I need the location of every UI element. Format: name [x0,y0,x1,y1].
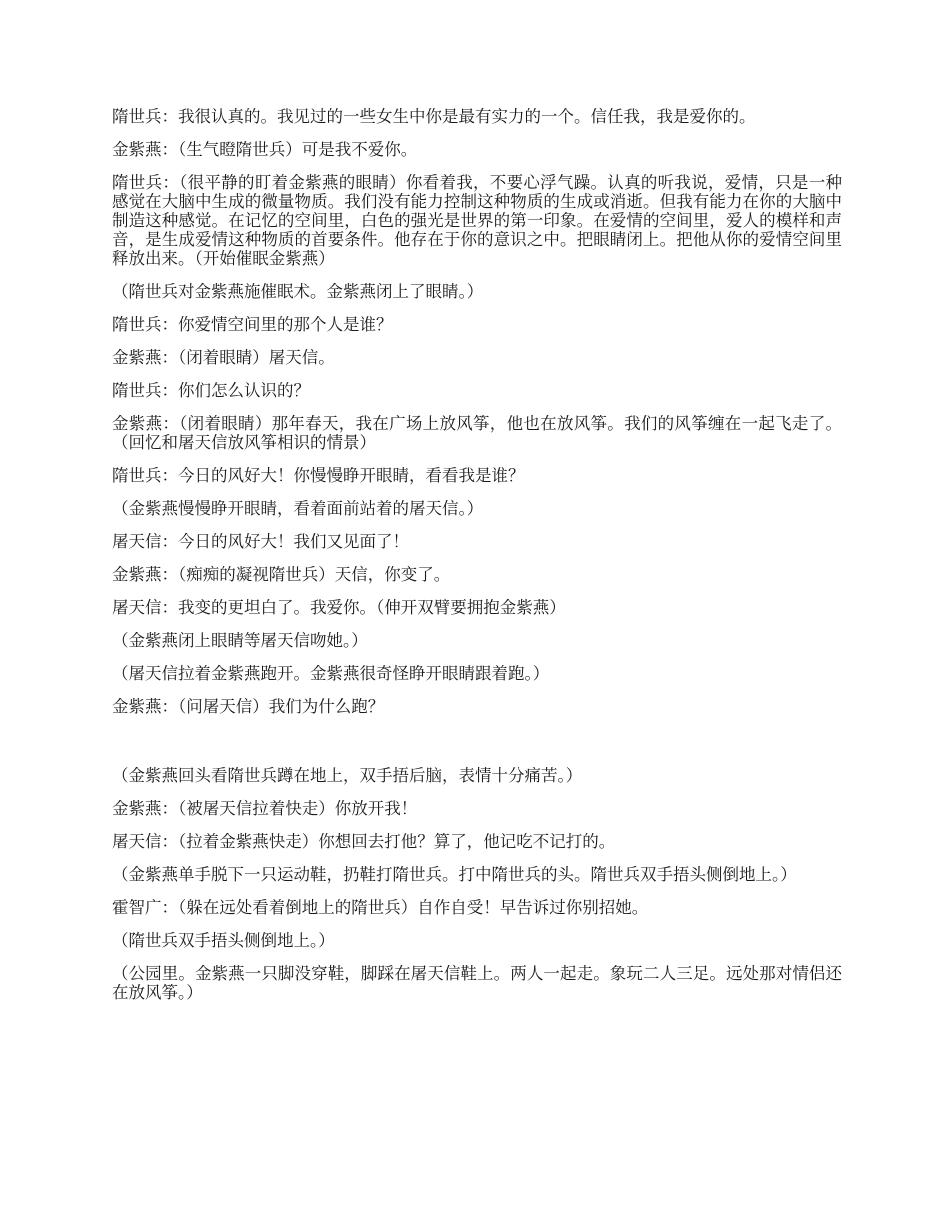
dialogue-line-1: 隋世兵：我很认真的。我见过的一些女生中你是最有实力的一个。信任我，我是爱你的。 [112,107,756,126]
section-gap [112,730,842,766]
dialogue-line-11: 屠天信：我变的更坦白了。我爱你。（伸开双臂要拥抱金紫燕） [112,598,566,617]
dialogue-line-15: 霍智广：（躲在远处看着倒地上的隋世兵）自作自受！早告诉过你别招她。 [112,898,649,917]
dialogue-line-10: 金紫燕：（痴痴的凝视隋世兵）天信，你变了。 [112,565,451,584]
stage-direction-5: （金紫燕回头看隋世兵蹲在地上，双手捂后脑，表情十分痛苦。） [112,766,583,785]
dialogue-line-4: 隋世兵：你爱情空间里的那个人是谁？ [112,315,393,334]
stage-direction-6: （金紫燕单手脱下一只运动鞋，扔鞋打隋世兵。打中隋世兵的头。隋世兵双手捂头侧倒地上。） [112,865,797,884]
dialogue-line-14: 屠天信：（拉着金紫燕快走）你想回去打他？算了，他记吃不记打的。 [112,832,616,851]
dialogue-line-6: 隋世兵：你们怎么认识的？ [112,381,310,400]
stage-direction-4: （屠天信拉着金紫燕跑开。金紫燕很奇怪睁开眼睛跟着跑。） [112,664,550,683]
dialogue-line-8: 隋世兵：今日的风好大！你慢慢睁开眼睛，看看我是谁？ [112,466,525,485]
stage-direction-1: （隋世兵对金紫燕施催眠术。金紫燕闭上了眼睛。） [112,282,484,301]
dialogue-line-12: 金紫燕：（问屠天信）我们为什么跑？ [112,697,385,716]
dialogue-line-2: 金紫燕：（生气瞪隋世兵）可是我不爱你。 [112,140,418,159]
stage-direction-3: （金紫燕闭上眼睛等屠天信吻她。） [112,631,368,650]
dialogue-line-5: 金紫燕：（闭着眼睛）屠天信。 [112,348,335,367]
dialogue-line-7: 金紫燕：（闭着眼睛）那年春天，我在广场上放风筝，他也在放风筝。我们的风筝缠在一起飞走了。（回忆和屠天信放风筝相识的情景） [112,414,842,452]
stage-direction-7: （隋世兵双手捂头侧倒地上。） [112,931,335,950]
dialogue-line-9: 屠天信：今日的风好大！我们又见面了！ [112,532,409,551]
dialogue-line-13: 金紫燕：（被屠天信拉着快走）你放开我！ [112,799,418,818]
document-page [112,107,842,1016]
dialogue-line-3: 隋世兵：（很平静的盯着金紫燕的眼睛）你看着我，不要心浮气躁。认真的听我说，爱情，只是一种感觉在大脑中生成的微量物质。我们没有能力控制这种物质的生成或消逝。但我有能力在你的大脑中制造这种感觉。在记忆的空间里，白色的强光是世界的第一印象。在爱情的空间里，爱人的模样和声音，是生成爱情这种物质的首要条件。他存在于你的意识之中。把眼睛闭上。把他从你的爱情空间里释放出来。（开始催眠金紫燕） [112,173,842,268]
stage-direction-8: （公园里。金紫燕一只脚没穿鞋，脚踩在屠天信鞋上。两人一起走。象玩二人三足。远处那对情侣还在放风筝。） [112,964,842,1002]
stage-direction-2: （金紫燕慢慢睁开眼睛，看着面前站着的屠天信。） [112,499,484,518]
